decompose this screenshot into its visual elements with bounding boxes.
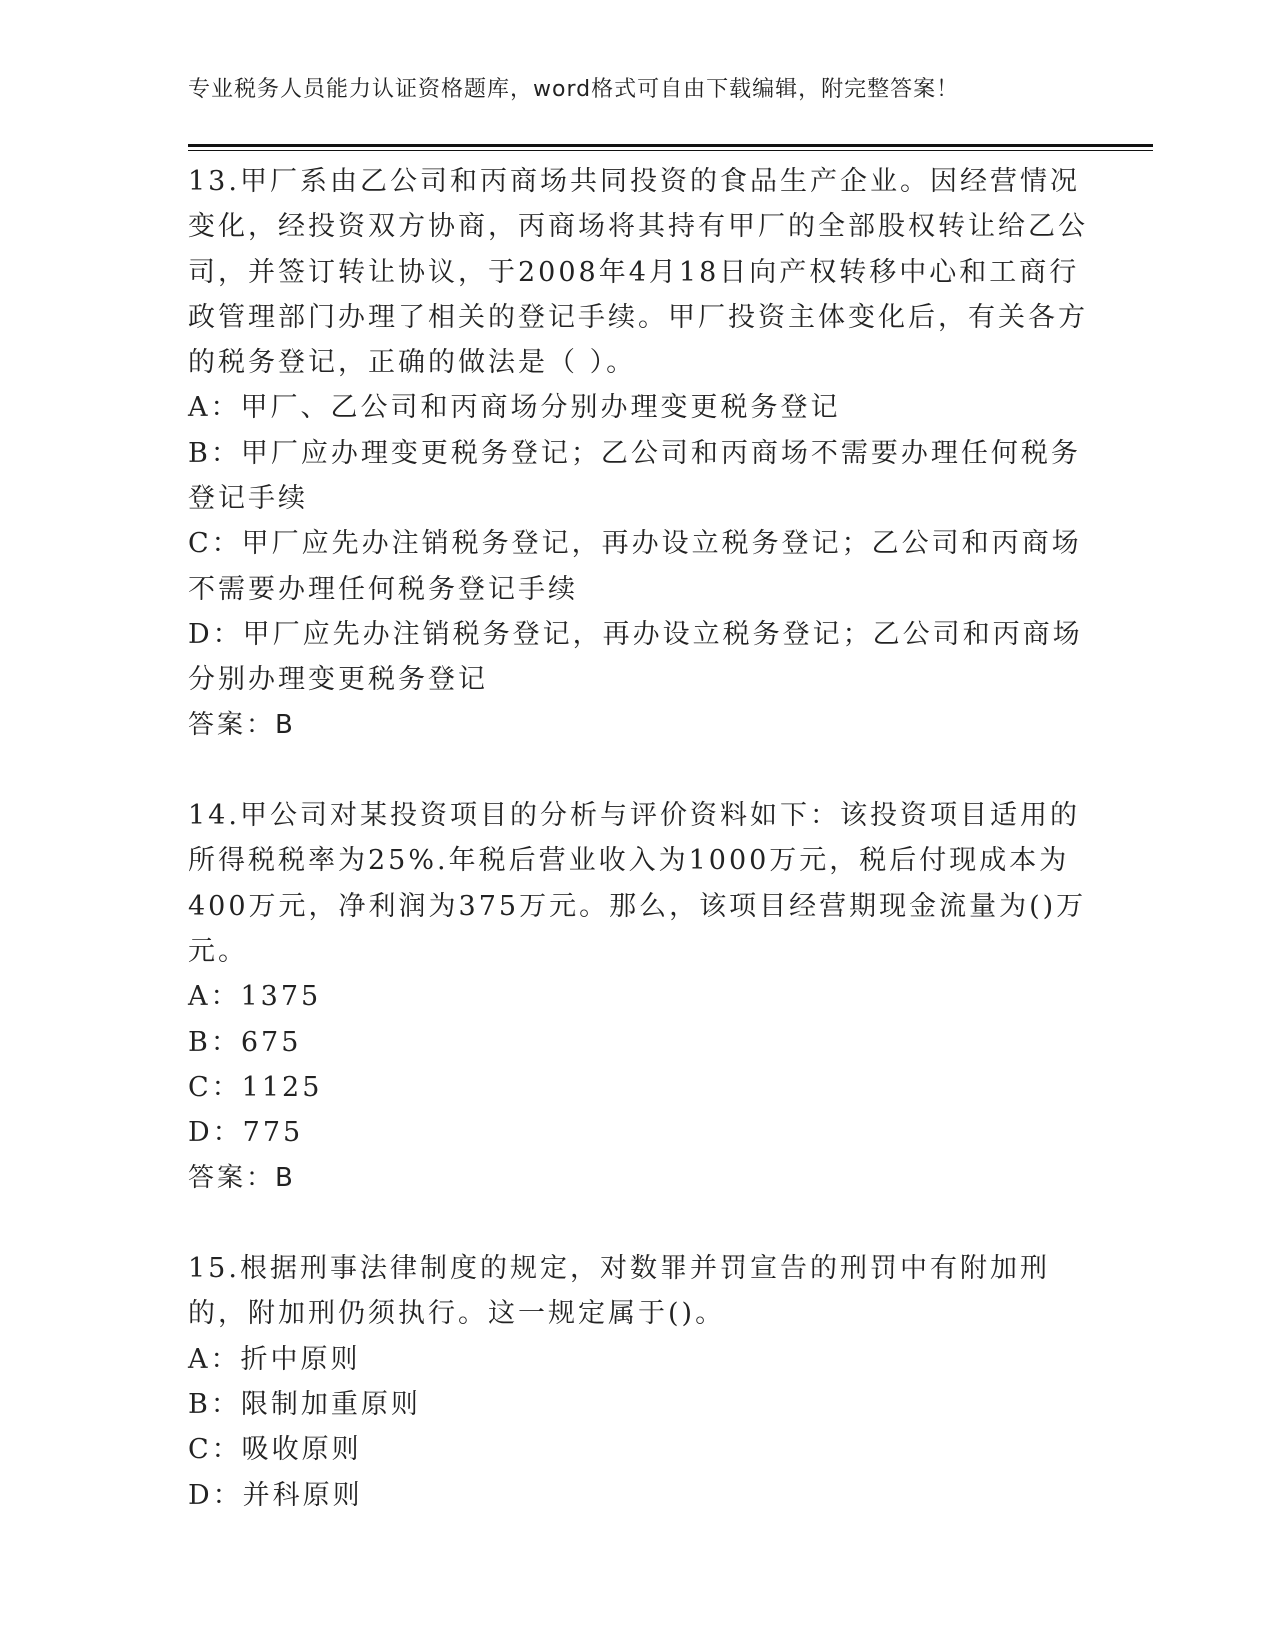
page-header: 专业税务人员能力认证资格题库，word格式可自由下载编辑，附完整答案！ <box>188 77 960 102</box>
option-d: D：并科原则 <box>188 1479 363 1511</box>
option-d: D：775 <box>188 1117 304 1149</box>
question-stem: 15.根据刑事法律制度的规定，对数罪并罚宣告的刑罚中有附加刑的，附加刑仍须执行。这一规定属于()。 <box>188 1253 1050 1330</box>
answer: 答案：B <box>188 1162 296 1193</box>
question-15 <box>188 1246 1088 1518</box>
header-divider-thin <box>188 150 1153 151</box>
option-a: A：1375 <box>188 981 322 1013</box>
option-b: B：甲厂应办理变更税务登记；乙公司和丙商场不需要办理任何税务登记手续 <box>188 437 1081 515</box>
option-d: D：甲厂应先办注销税务登记，再办设立税务登记；乙公司和丙商场分别办理变更税务登记 <box>188 618 1083 696</box>
question-13 <box>188 159 1088 748</box>
option-b: B：675 <box>188 1026 302 1058</box>
option-b: B：限制加重原则 <box>188 1389 421 1421</box>
question-14 <box>188 793 1088 1201</box>
answer: 答案：B <box>188 709 296 740</box>
question-stem: 13.甲厂系由乙公司和丙商场共同投资的食品生产企业。因经营情况变化，经投资双方协商，丙商场将其持有甲厂的全部股权转让给乙公司，并签订转让协议，于2008年4月18日向产权转移中心和工商行政管理部门办理了相关的登记手续。甲厂投资主体变化后，有关各方的税务登记，正确的做法是（ ）。 <box>188 166 1088 379</box>
option-c: C：甲厂应先办注销税务登记，再办设立税务登记；乙公司和丙商场不需要办理任何税务登记手续 <box>188 528 1082 605</box>
header-divider-thick <box>188 144 1153 147</box>
option-c: C：吸收原则 <box>188 1434 362 1466</box>
option-c: C：1125 <box>188 1071 323 1103</box>
question-stem: 14.甲公司对某投资项目的分析与评价资料如下：该投资项目适用的所得税税率为25%.年税后营业收入为1000万元，税后付现成本为400万元，净利润为375万元。那么，该项目经营期现金流量为()万元。 <box>188 800 1087 968</box>
option-a: A：甲厂、乙公司和丙商场分别办理变更税务登记 <box>188 392 841 424</box>
option-a: A：折中原则 <box>188 1343 361 1375</box>
question-list <box>188 159 1088 1563</box>
